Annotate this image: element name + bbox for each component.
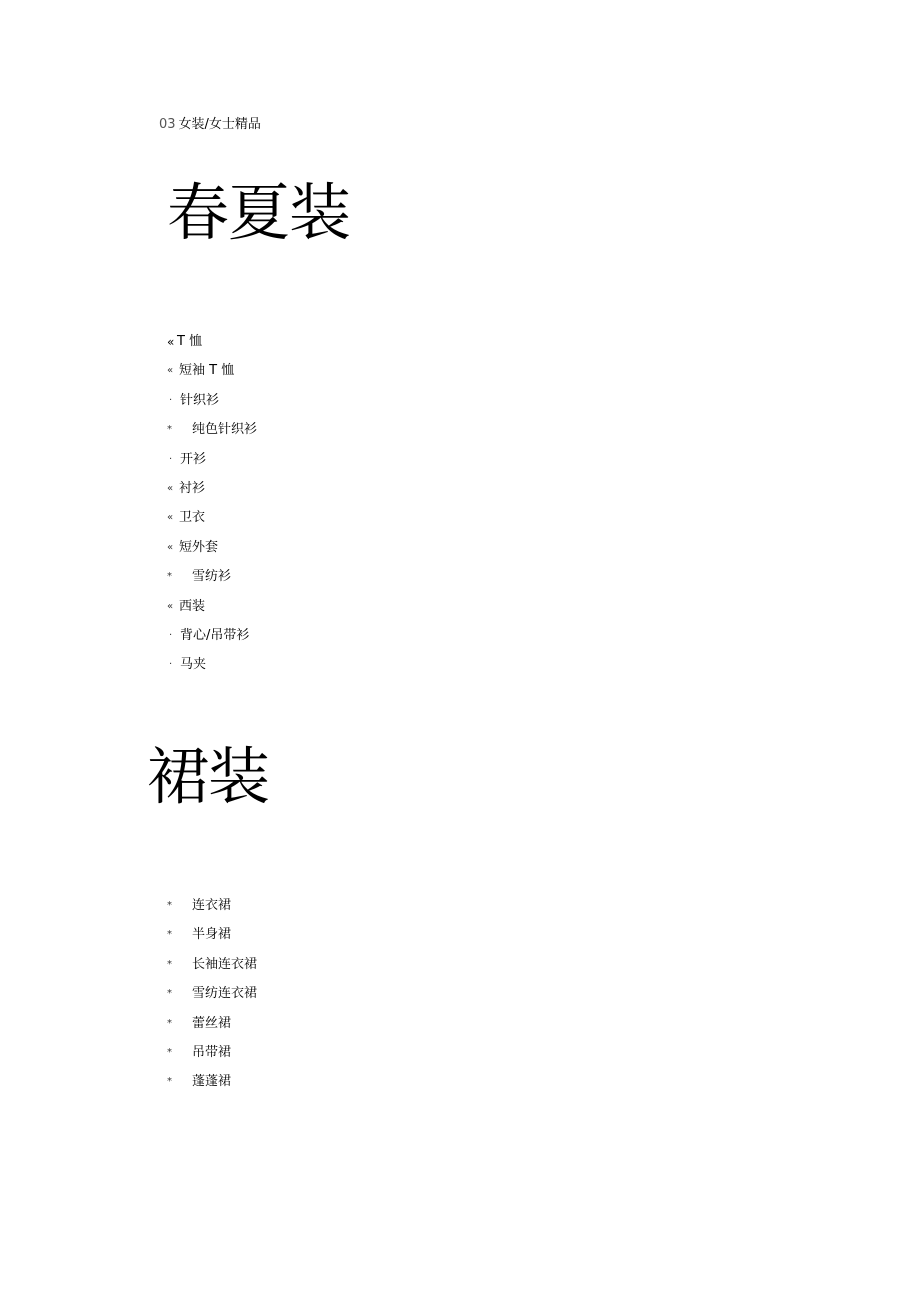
- list-item[interactable]: [167, 655, 257, 684]
- bullet-mark: «: [167, 365, 174, 377]
- list-item-label: 连衣裙: [192, 898, 232, 913]
- list-item-label: 西装: [179, 598, 206, 614]
- list-item[interactable]: [167, 1072, 257, 1101]
- list-item-label: 马夹: [180, 657, 207, 673]
- list-item[interactable]: [167, 508, 257, 537]
- list-item[interactable]: [167, 626, 257, 655]
- list-item-label: 背心/吊带衫: [180, 627, 250, 643]
- list-item-label: 短袖 T 恤: [179, 363, 235, 379]
- bullet-mark: «: [167, 541, 174, 553]
- list-item-label: 长袖连衣裙: [192, 956, 258, 972]
- bullet-mark: *: [167, 1076, 172, 1088]
- list-item[interactable]: [167, 332, 257, 361]
- list-item[interactable]: [167, 1043, 257, 1072]
- bullet-mark: *: [167, 958, 172, 970]
- list-item-label: 卫衣: [179, 510, 206, 526]
- list-item-label: 纯色针织衫: [192, 422, 258, 438]
- bullet-mark: «: [167, 335, 175, 349]
- bullet-mark: ·: [169, 659, 173, 671]
- list-item-label: 雪纺衫: [192, 569, 232, 585]
- list-item-label: 针织衫: [180, 392, 220, 408]
- list-item[interactable]: [167, 597, 257, 626]
- bullet-mark: *: [167, 1017, 172, 1029]
- list-item[interactable]: [167, 1014, 257, 1043]
- bullet-mark: ·: [169, 394, 173, 406]
- list-item[interactable]: [167, 479, 257, 508]
- list-item[interactable]: [167, 984, 257, 1013]
- list-item[interactable]: [167, 450, 257, 479]
- bullet-mark: «: [167, 600, 174, 612]
- list-item-label: 雪纺连衣裙: [192, 986, 258, 1002]
- list-item-label: T 恤: [177, 334, 203, 349]
- spring-summer-list: [167, 332, 257, 685]
- bullet-mark: «: [167, 482, 174, 494]
- bullet-mark: ·: [169, 629, 173, 641]
- list-item-label: 短外套: [179, 539, 219, 555]
- bullet-mark: *: [167, 900, 172, 911]
- list-item[interactable]: [167, 955, 257, 984]
- section-number: 03: [159, 117, 176, 132]
- bullet-mark: ·: [169, 453, 173, 465]
- section-title-spring-summer: 春夏装: [167, 176, 351, 249]
- list-item[interactable]: [167, 567, 257, 596]
- bullet-mark: *: [167, 1046, 172, 1058]
- bullet-mark: *: [167, 929, 172, 941]
- list-item-label: 吊带裙: [192, 1044, 232, 1060]
- list-item[interactable]: [167, 391, 257, 420]
- list-item-label: 半身裙: [192, 927, 232, 943]
- list-item-label: 蓬蓬裙: [192, 1074, 232, 1090]
- list-item[interactable]: [167, 361, 257, 390]
- list-item-label: 开衫: [180, 451, 207, 467]
- list-item[interactable]: [167, 538, 257, 567]
- page-header: [159, 117, 261, 133]
- bullet-mark: *: [167, 424, 172, 436]
- section-title-skirts: 裙装: [147, 740, 270, 813]
- list-item[interactable]: [167, 896, 257, 925]
- bullet-mark: *: [167, 988, 172, 1000]
- list-item[interactable]: [167, 925, 257, 954]
- list-item-label: 蕾丝裙: [192, 1015, 232, 1031]
- category-title: 女装/女士精品: [178, 117, 261, 132]
- bullet-mark: *: [167, 571, 172, 583]
- skirts-list: [167, 896, 257, 1102]
- list-item[interactable]: [167, 420, 257, 449]
- bullet-mark: «: [167, 512, 174, 524]
- list-item-label: 衬衫: [179, 480, 206, 496]
